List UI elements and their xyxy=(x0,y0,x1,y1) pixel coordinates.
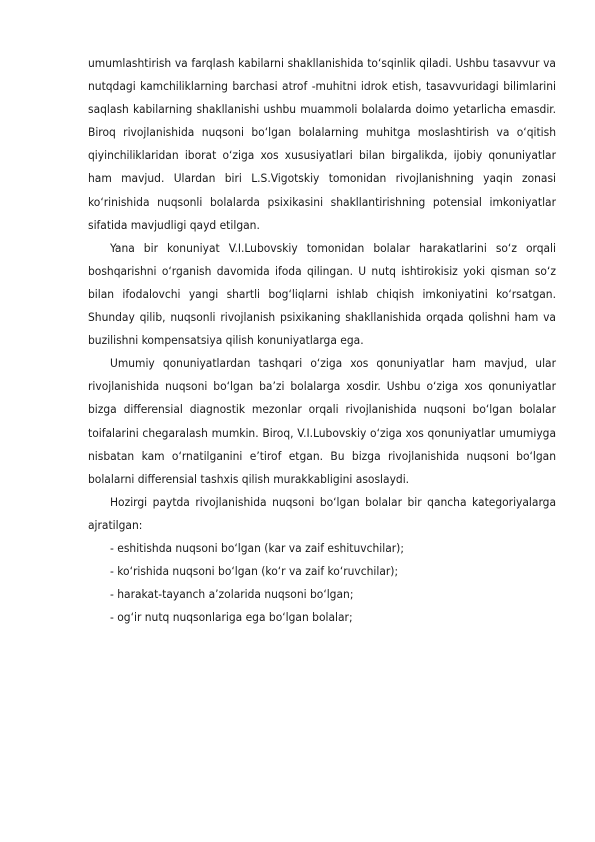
paragraph-continuation: umumlashtirish va farqlash kabilarni shakllanishida to‘sqinlik qiladi. Ushbu tasavvur va nutqdagi kamchiliklarning barchasi atrof -muhitni idrok etish, tasavvuridagi bilimlarini saqlash kabilarning shakllanishi ushbu muammoli bolalarda doimo yetarlicha emasdir. Biroq rivojlanishida nuqsoni bo‘lgan bolalarning muhitga moslashtirish va o‘qitish qiyinchiliklaridan iborat o‘ziga xos xususiyatlari bilan birgalikda, ijobiy qonuniyatlar ham mavjud. Ulardan biri L.S.Vigotskiy tomonidan rivojlanishning yaqin zonasi ko‘rinishida nuqsonli bolalarda psixikasini shakllantirishning potensial imkoniyatlar sifatida mavjudligi qayd etilgan. xyxy=(88,56,556,232)
categories-list xyxy=(88,537,556,629)
document-body xyxy=(88,52,556,629)
list-item-vision: - ko‘rishida nuqsoni bo‘lgan (ko‘r va zaif ko‘ruvchilar); xyxy=(110,564,399,579)
list-item-hearing: - eshitishda nuqsoni bo‘lgan (kar va zaif eshituvchilar); xyxy=(110,540,404,555)
paragraph-categories-intro: Hozirgi paytda rivojlanishida nuqsoni bo‘lgan bolalar bir qancha kategoriyalarga ajratilgan: xyxy=(88,494,556,532)
paragraph-specific-laws: Umumiy qonuniyatlardan tashqari o‘ziga xos qonuniyatlar ham mavjud, ular rivojlanishida nuqsoni bo‘lgan ba’zi bolalarga xosdir. Ushbu o‘ziga xos qonuniyatlar bizga differensial diagnostik mezonlar orqali rivojlanishida nuqsoni bo‘lgan bolalar toifalarini chegaralash mumkin. Biroq, V.I.Lubovskiy o‘ziga xos qonuniyatlar umumiyga nisbatan kam o‘rnatilganini e’tirof etgan. Bu bizga rivojlanishida nuqsoni bo‘lgan bolalarni differensial tashxis qilish murakkabligini asoslaydi. xyxy=(88,356,556,486)
list-item-motor: - harakat-tayanch a’zolarida nuqsoni bo‘lgan; xyxy=(110,587,354,602)
list-item-speech: - og‘ir nutq nuqsonlariga ega bo‘lgan bolalar; xyxy=(110,610,353,625)
paragraph-lubovskiy-law: Yana bir konuniyat V.I.Lubovskiy tomonidan bolalar harakatlarini so‘z orqali boshqarishni o‘rganish davomida ifoda qilingan. U nutq ishtirokisiz yoki qisman so‘z bilan ifodalovchi yangi shartli bog‘liqlarni ishlab chiqish imkoniyatini ko‘rsatgan. Shunday qilib, nuqsonli rivojlanish psixikaning shakllanishida orqada qolishni ham va buzilishni kompensatsiya qilish konuniyatlarga ega. xyxy=(88,240,556,348)
